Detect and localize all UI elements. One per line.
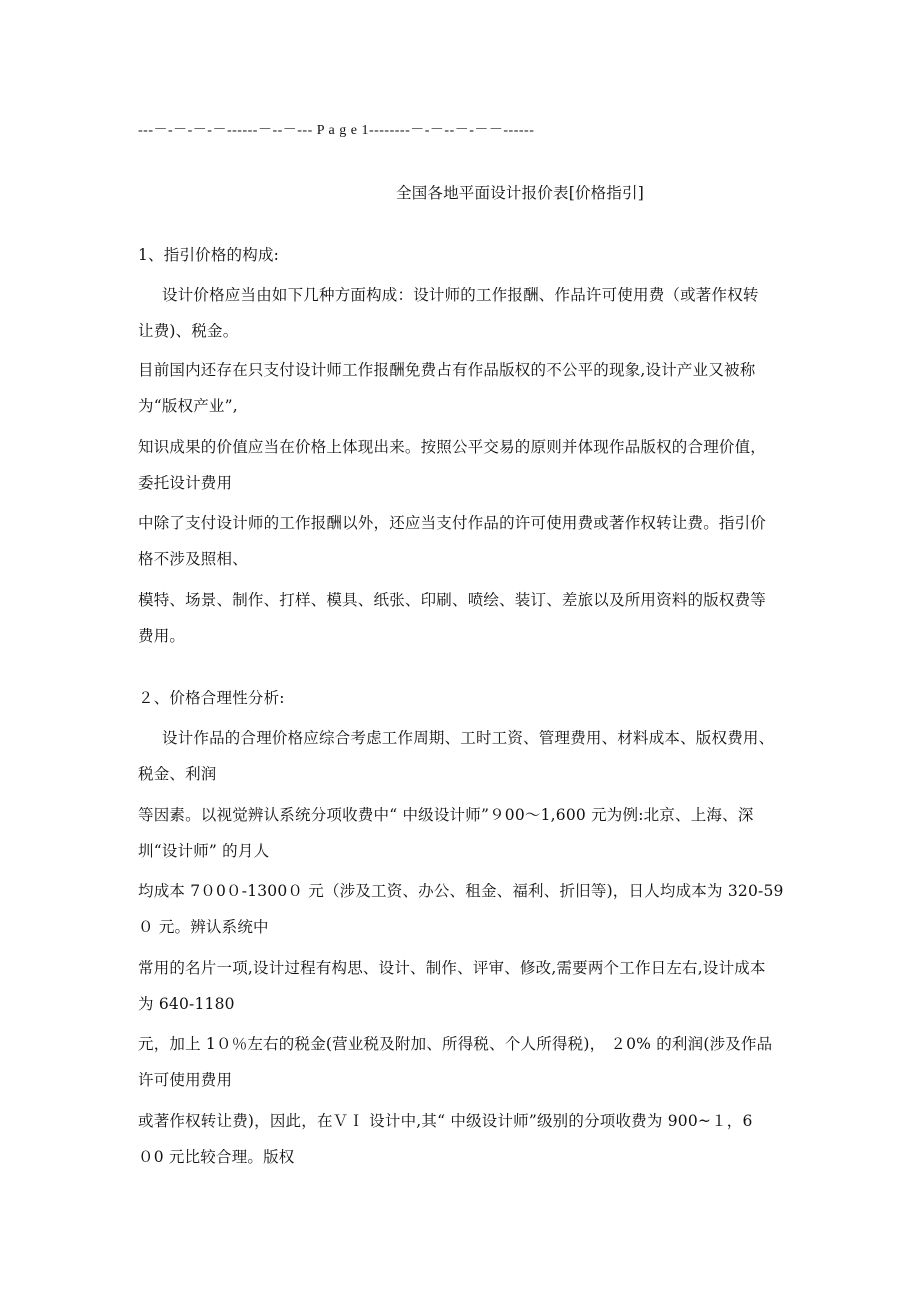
section-1-line: 费用。: [138, 627, 186, 645]
section-2-line: 元，加上 1０％左右的税金(营业税及附加、所得税、个人所得税)， ２0% 的利润(涉及作品: [138, 1035, 773, 1053]
section-2-line: 设计作品的合理价格应综合考虑工作周期、工时工资、管理费用、材料成本、版权费用、: [162, 729, 775, 747]
section-2-line: 常用的名片一项,设计过程有构思、设计、制作、评审、修改,需要两个工作日左右,设计成本: [138, 959, 766, 977]
section-2-line: 均成本 7０0０-1300０ 元（涉及工资、办公、租金、福利、折旧等)，日人均成本为 320-59: [138, 882, 784, 900]
section-1-line: 知识成果的价值应当在价格上体现出来。按照公平交易的原则并体现作品版权的合理价值，: [138, 438, 767, 456]
section-2-line: 许可使用费用: [138, 1071, 233, 1089]
section-2-line: ０ 元。辨认系统中: [138, 918, 269, 936]
section-1-line: 设计价格应当由如下几种方面构成：设计师的工作报酬、作品许可使用费（或著作权转: [162, 286, 759, 304]
section-1-heading: 1、指引价格的构成:: [138, 246, 280, 264]
section-2-line: 圳“设计师” 的月人: [138, 842, 270, 860]
section-2-line: 等因素。以视觉辨认系统分项收费中“ 中级设计师”９00～1,600 元为例:北京、上海、深: [138, 806, 754, 824]
section-1-line: 格不涉及照相、: [138, 550, 248, 568]
section-2-line: ０0 元比较合理。版权: [138, 1148, 295, 1166]
document-title: 全国各地平面设计报价表[价格指引]: [396, 184, 644, 202]
section-1-line: 让费)、税金。: [138, 322, 239, 340]
section-1-line: 委托设计费用: [138, 474, 233, 492]
section-1-line: 为“版权产业”,: [138, 397, 238, 415]
section-1-line: 目前国内还存在只支付设计师工作报酬免费占有作品版权的不公平的现象,设计产业又被称: [138, 361, 756, 379]
section-1-line: 模特、场景、制作、打样、模具、纸张、印刷、喷绘、装订、差旅以及所用资料的版权费等: [138, 591, 767, 609]
section-1-line: 中除了支付设计师的工作报酬以外，还应当支付作品的许可使用费或著作权转让费。指引价: [138, 514, 767, 532]
page-header-marker: ---－-－-－-－------－--－--- P a g e 1--------－-－--－-－－------: [138, 123, 535, 138]
section-2-line: 为 640-1180: [138, 995, 235, 1013]
section-2-line: 或著作权转让费)，因此，在ＶＩ 设计中,其“ 中级设计师”级别的分项收费为 900~１，6: [138, 1112, 753, 1130]
section-2-heading: ２、价格合理性分析:: [138, 689, 285, 707]
section-2-line: 税金、利润: [138, 765, 217, 783]
